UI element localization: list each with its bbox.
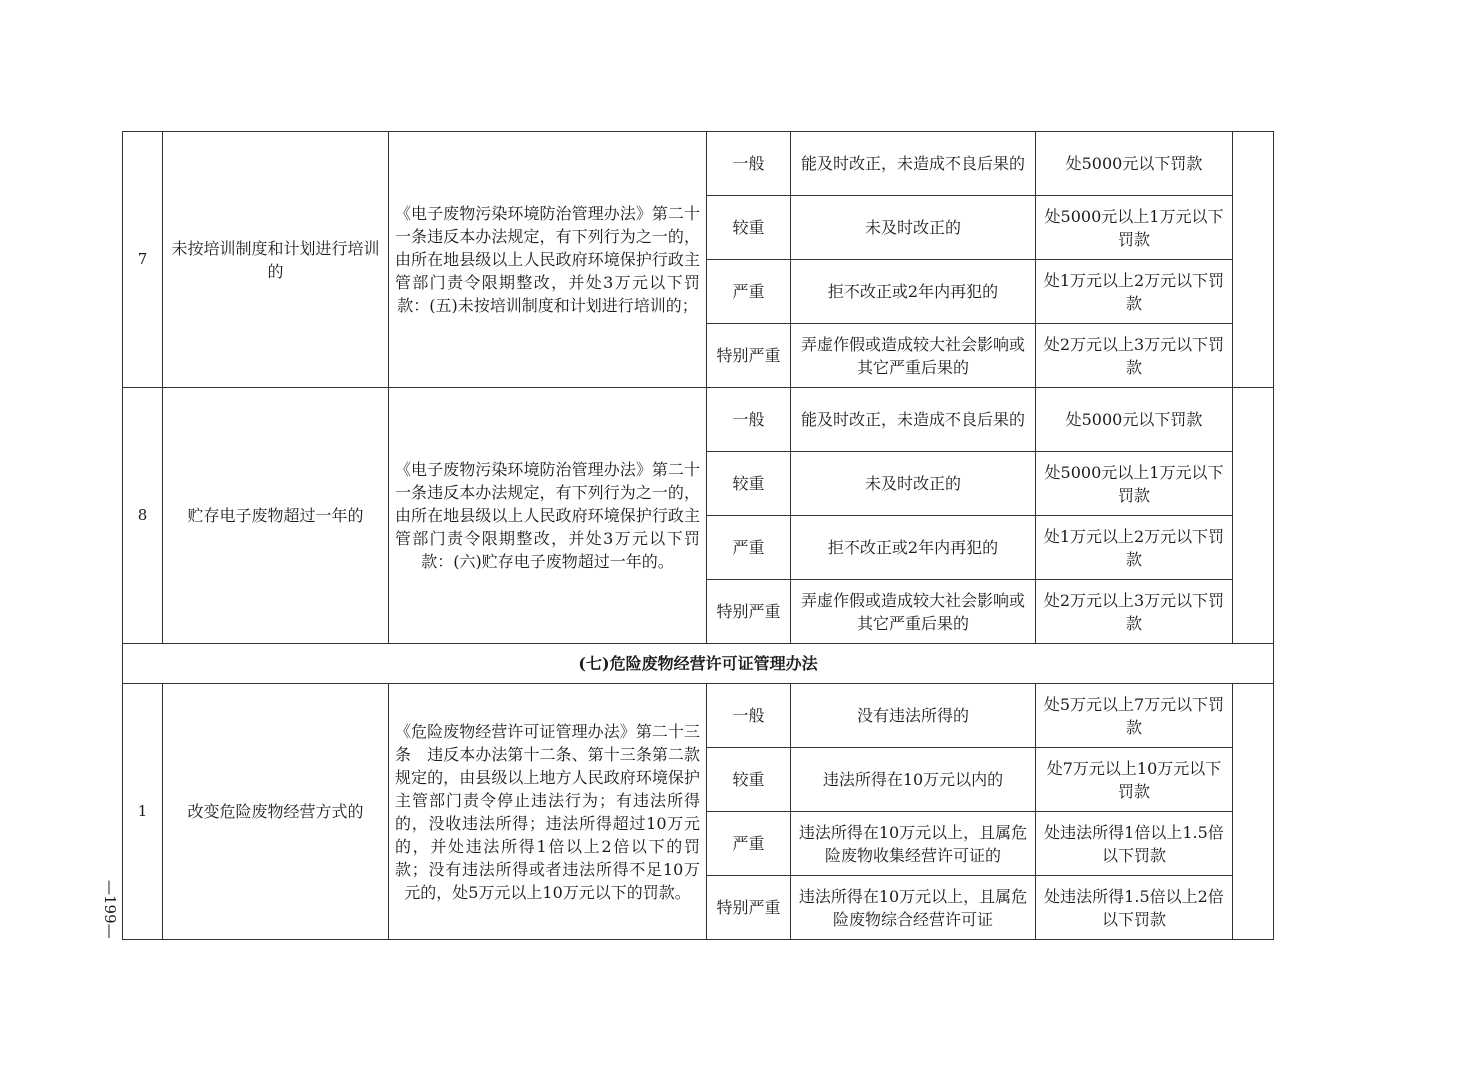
remarks-cell [1233, 684, 1274, 940]
legal-basis: 《危险废物经营许可证管理办法》第二十三条 违反本办法第十二条、第十三条第二款规定的，由县级以上地方人民政府环境保护主管部门责令停止违法行为；有违法所得的，没收违法所得；违法所得超过10万元的，并处违法所得1倍以上2倍以下的罚款；没有违法所得或者违法所得不足10万元的，处5万元以上10万元以下的罚款。 [389, 684, 707, 940]
violation-item: 未按培训制度和计划进行培训的 [163, 132, 389, 388]
circumstance: 弄虚作假或造成较大社会影响或其它严重后果的 [791, 324, 1036, 388]
page-number-text: —199— [101, 880, 119, 939]
table-row [123, 388, 1274, 452]
severity-level: 特别严重 [707, 580, 791, 644]
remarks-cell [1233, 388, 1274, 644]
severity-level: 一般 [707, 132, 791, 196]
severity-level: 较重 [707, 196, 791, 260]
circumstance: 违法所得在10万元以上，且属危险废物收集经营许可证的 [791, 812, 1036, 876]
severity-level: 特别严重 [707, 324, 791, 388]
severity-level: 严重 [707, 812, 791, 876]
penalty: 处2万元以上3万元以下罚款 [1036, 580, 1233, 644]
item-number: 8 [123, 388, 163, 644]
penalty: 处5000元以下罚款 [1036, 388, 1233, 452]
penalty: 处2万元以上3万元以下罚款 [1036, 324, 1233, 388]
circumstance: 能及时改正，未造成不良后果的 [791, 388, 1036, 452]
penalty: 处1万元以上2万元以下罚款 [1036, 260, 1233, 324]
item-number: 7 [123, 132, 163, 388]
penalty: 处1万元以上2万元以下罚款 [1036, 516, 1233, 580]
circumstance: 未及时改正的 [791, 196, 1036, 260]
circumstance: 违法所得在10万元以上，且属危险废物综合经营许可证 [791, 876, 1036, 940]
circumstance: 拒不改正或2年内再犯的 [791, 516, 1036, 580]
severity-level: 严重 [707, 260, 791, 324]
violation-item: 贮存电子废物超过一年的 [163, 388, 389, 644]
table-row [123, 684, 1274, 748]
section-row [123, 644, 1274, 684]
circumstance: 没有违法所得的 [791, 684, 1036, 748]
severity-level: 严重 [707, 516, 791, 580]
severity-level: 特别严重 [707, 876, 791, 940]
circumstance: 未及时改正的 [791, 452, 1036, 516]
penalty: 处5万元以上7万元以下罚款 [1036, 684, 1233, 748]
remarks-cell [1233, 132, 1274, 388]
circumstance: 弄虚作假或造成较大社会影响或其它严重后果的 [791, 580, 1036, 644]
penalty: 处5000元以上1万元以下罚款 [1036, 196, 1233, 260]
circumstance: 违法所得在10万元以内的 [791, 748, 1036, 812]
page-number [100, 880, 120, 939]
section-title: (七)危险废物经营许可证管理办法 [123, 644, 1274, 684]
penalty: 处7万元以上10万元以下罚款 [1036, 748, 1233, 812]
item-number: 1 [123, 684, 163, 940]
violation-item: 改变危险废物经营方式的 [163, 684, 389, 940]
severity-level: 一般 [707, 684, 791, 748]
severity-level: 一般 [707, 388, 791, 452]
penalty: 处5000元以上1万元以下罚款 [1036, 452, 1233, 516]
legal-basis: 《电子废物污染环境防治管理办法》第二十一条违反本办法规定，有下列行为之一的，由所在地县级以上人民政府环境保护行政主管部门责令限期整改，并处3万元以下罚款：(六)贮存电子废物超过一年的。 [389, 388, 707, 644]
table-row [123, 132, 1274, 196]
penalty: 处违法所得1.5倍以上2倍以下罚款 [1036, 876, 1233, 940]
legal-basis: 《电子废物污染环境防治管理办法》第二十一条违反本办法规定，有下列行为之一的，由所在地县级以上人民政府环境保护行政主管部门责令限期整改，并处3万元以下罚款：(五)未按培训制度和计划进行培训的； [389, 132, 707, 388]
penalty-table [122, 131, 1274, 940]
circumstance: 拒不改正或2年内再犯的 [791, 260, 1036, 324]
severity-level: 较重 [707, 748, 791, 812]
severity-level: 较重 [707, 452, 791, 516]
circumstance: 能及时改正，未造成不良后果的 [791, 132, 1036, 196]
penalty: 处5000元以下罚款 [1036, 132, 1233, 196]
penalty: 处违法所得1倍以上1.5倍以下罚款 [1036, 812, 1233, 876]
